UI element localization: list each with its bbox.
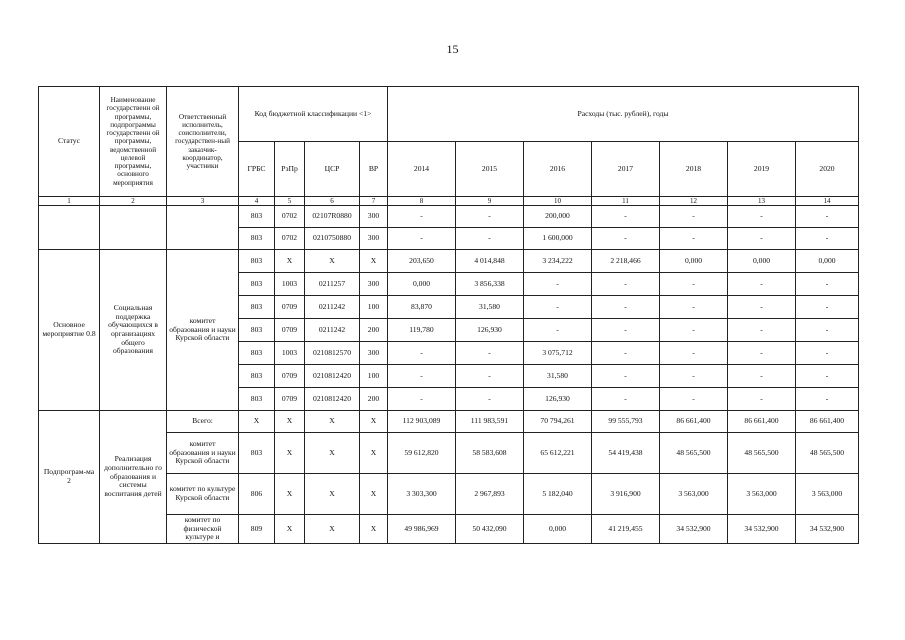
expense-value-cell: 48 565,500 (660, 433, 728, 474)
expense-value-cell: - (524, 296, 592, 319)
header-expenses: Расходы (тыс. рублей), годы (388, 87, 859, 142)
column-number: 14 (796, 197, 859, 206)
program-name-cell (100, 206, 167, 250)
expense-value-cell: 200,000 (524, 206, 592, 228)
vr-cell: Х (360, 474, 388, 515)
rzpr-cell: 1003 (275, 273, 305, 296)
rzpr-cell: 0709 (275, 388, 305, 411)
expense-value-cell: 0,000 (388, 273, 456, 296)
expense-value-cell: - (728, 228, 796, 250)
rzpr-cell: 0709 (275, 296, 305, 319)
expense-value-cell: - (660, 342, 728, 365)
table-row (39, 250, 859, 273)
expense-value-cell: - (388, 388, 456, 411)
expense-value-cell: - (660, 319, 728, 342)
expense-value-cell: 203,650 (388, 250, 456, 273)
rzpr-cell: 0702 (275, 206, 305, 228)
vr-cell: 200 (360, 319, 388, 342)
grbs-cell: 803 (239, 250, 275, 273)
expense-value-cell: - (728, 273, 796, 296)
expense-value-cell: 3 234,222 (524, 250, 592, 273)
expense-value-cell: 86 661,400 (728, 411, 796, 433)
csr-cell: 0211242 (305, 319, 360, 342)
grbs-cell: 803 (239, 296, 275, 319)
expense-value-cell: 34 532,900 (728, 515, 796, 544)
column-number: 7 (360, 197, 388, 206)
rzpr-cell: 0702 (275, 228, 305, 250)
rzpr-cell: 1003 (275, 342, 305, 365)
expense-value-cell: - (728, 342, 796, 365)
program-name-cell: Социальная поддержка обучающихся в организациях общего образования (100, 250, 167, 411)
expense-value-cell: 3 563,000 (728, 474, 796, 515)
expense-value-cell: 31,580 (524, 365, 592, 388)
expense-value-cell: - (728, 206, 796, 228)
expense-value-cell: - (524, 319, 592, 342)
table-row (39, 411, 859, 433)
header-status: Статус (39, 87, 100, 197)
expense-value-cell: 119,780 (388, 319, 456, 342)
expense-value-cell: - (592, 273, 660, 296)
grbs-cell: 803 (239, 273, 275, 296)
expense-value-cell: - (796, 319, 859, 342)
participant-cell: комитет по культуре Курской области (167, 474, 239, 515)
csr-cell: Х (305, 250, 360, 273)
expense-value-cell: 111 983,591 (456, 411, 524, 433)
csr-cell: 0210750880 (305, 228, 360, 250)
expense-value-cell: - (592, 365, 660, 388)
column-number: 2 (100, 197, 167, 206)
grbs-cell: 803 (239, 319, 275, 342)
executor-cell (167, 206, 239, 250)
participant-cell: комитет по физической культуре и (167, 515, 239, 544)
csr-cell: 0210812420 (305, 388, 360, 411)
expense-value-cell: 1 600,000 (524, 228, 592, 250)
csr-cell: 0211257 (305, 273, 360, 296)
csr-cell: 0210812420 (305, 365, 360, 388)
executor-cell: комитет образования и науки Курской области (167, 250, 239, 411)
vr-cell: 300 (360, 342, 388, 365)
expense-value-cell: - (592, 296, 660, 319)
expense-value-cell: - (728, 296, 796, 319)
rzpr-cell: Х (275, 515, 305, 544)
vr-cell: 200 (360, 388, 388, 411)
status-cell: Подпрограм-ма 2 (39, 411, 100, 544)
csr-cell: 02107R0880 (305, 206, 360, 228)
expense-value-cell: 83,870 (388, 296, 456, 319)
grbs-cell: 803 (239, 228, 275, 250)
grbs-cell: 803 (239, 365, 275, 388)
expense-value-cell: - (796, 273, 859, 296)
expense-value-cell: - (660, 388, 728, 411)
vr-cell: Х (360, 515, 388, 544)
expense-value-cell: 3 563,000 (660, 474, 728, 515)
header-grbs: ГРБС (239, 142, 275, 197)
expense-value-cell: - (388, 206, 456, 228)
grbs-cell: 803 (239, 433, 275, 474)
expense-value-cell: - (592, 388, 660, 411)
header-year: 2018 (660, 142, 728, 197)
expense-value-cell: 70 794,261 (524, 411, 592, 433)
header-year: 2019 (728, 142, 796, 197)
expense-value-cell: 31,580 (456, 296, 524, 319)
vr-cell: 300 (360, 206, 388, 228)
header-year: 2016 (524, 142, 592, 197)
grbs-cell: 803 (239, 206, 275, 228)
participant-cell: комитет образования и науки Курской области (167, 433, 239, 474)
expense-value-cell: 126,930 (524, 388, 592, 411)
expense-value-cell: - (456, 206, 524, 228)
expense-value-cell: - (796, 206, 859, 228)
csr-cell: Х (305, 433, 360, 474)
vr-cell: 100 (360, 365, 388, 388)
expense-value-cell: 65 612,221 (524, 433, 592, 474)
expense-value-cell: 3 856,338 (456, 273, 524, 296)
column-number: 10 (524, 197, 592, 206)
expense-value-cell: 2 218,466 (592, 250, 660, 273)
expense-value-cell: - (456, 365, 524, 388)
expense-value-cell: - (388, 228, 456, 250)
grbs-cell: 803 (239, 342, 275, 365)
column-number: 5 (275, 197, 305, 206)
expense-value-cell: - (796, 365, 859, 388)
expense-value-cell: 34 532,900 (660, 515, 728, 544)
expense-value-cell: 0,000 (660, 250, 728, 273)
expense-value-cell: 58 583,608 (456, 433, 524, 474)
column-number: 11 (592, 197, 660, 206)
expense-value-cell: - (456, 342, 524, 365)
vr-cell: Х (360, 411, 388, 433)
expense-value-cell: 34 532,900 (796, 515, 859, 544)
expense-value-cell: - (456, 228, 524, 250)
expense-value-cell: 59 612,820 (388, 433, 456, 474)
column-number: 9 (456, 197, 524, 206)
expense-value-cell: - (796, 388, 859, 411)
expense-value-cell: - (796, 228, 859, 250)
expense-value-cell: 48 565,500 (728, 433, 796, 474)
expense-value-cell: - (592, 206, 660, 228)
expense-value-cell: 126,930 (456, 319, 524, 342)
expense-value-cell: - (728, 319, 796, 342)
expense-value-cell: - (660, 296, 728, 319)
column-number: 3 (167, 197, 239, 206)
rzpr-cell: 0709 (275, 365, 305, 388)
expense-value-cell: 50 432,090 (456, 515, 524, 544)
column-number: 12 (660, 197, 728, 206)
rzpr-cell: Х (275, 411, 305, 433)
grbs-cell: 803 (239, 388, 275, 411)
rzpr-cell: Х (275, 433, 305, 474)
expense-value-cell: - (592, 228, 660, 250)
column-number: 8 (388, 197, 456, 206)
grbs-cell: 809 (239, 515, 275, 544)
program-name-cell: Реализация дополнительно го образования и системы воспитания детей (100, 411, 167, 544)
rzpr-cell: 0709 (275, 319, 305, 342)
expense-value-cell: 3 563,000 (796, 474, 859, 515)
grbs-cell: 806 (239, 474, 275, 515)
vr-cell: 300 (360, 228, 388, 250)
vr-cell: Х (360, 433, 388, 474)
expense-value-cell: - (592, 319, 660, 342)
csr-cell: Х (305, 515, 360, 544)
rzpr-cell: Х (275, 474, 305, 515)
grbs-cell: Х (239, 411, 275, 433)
expense-value-cell: 48 565,500 (796, 433, 859, 474)
header-year: 2014 (388, 142, 456, 197)
header-name: Наименование государственн ой программы, подпрограммы государственн ой программы, ведомственной целевой программы, основного мероприятия (100, 87, 167, 197)
header-year: 2015 (456, 142, 524, 197)
header-vr: ВР (360, 142, 388, 197)
column-number: 13 (728, 197, 796, 206)
column-number: 4 (239, 197, 275, 206)
expense-value-cell: 3 075,712 (524, 342, 592, 365)
expense-value-cell: - (728, 365, 796, 388)
expense-value-cell: - (388, 342, 456, 365)
expense-value-cell: - (728, 388, 796, 411)
budget-table (38, 86, 859, 544)
header-csr: ЦСР (305, 142, 360, 197)
header-rzpr: РзПр (275, 142, 305, 197)
expense-value-cell: 0,000 (728, 250, 796, 273)
header-year: 2017 (592, 142, 660, 197)
csr-cell: Х (305, 411, 360, 433)
expense-value-cell: - (796, 296, 859, 319)
header-budget-code: Код бюджетной классификации <1> (239, 87, 388, 142)
vr-cell: 100 (360, 296, 388, 319)
vr-cell: Х (360, 250, 388, 273)
expense-value-cell: 112 903,089 (388, 411, 456, 433)
header-year: 2020 (796, 142, 859, 197)
expense-value-cell: - (660, 228, 728, 250)
expense-value-cell: - (456, 388, 524, 411)
expense-value-cell: 0,000 (524, 515, 592, 544)
csr-cell: 0211242 (305, 296, 360, 319)
expense-value-cell: 54 419,438 (592, 433, 660, 474)
expense-value-cell: 0,000 (796, 250, 859, 273)
vr-cell: 300 (360, 273, 388, 296)
expense-value-cell: - (592, 342, 660, 365)
rzpr-cell: Х (275, 250, 305, 273)
expense-value-cell: 41 219,455 (592, 515, 660, 544)
participant-cell: Всего: (167, 411, 239, 433)
expense-value-cell: 2 967,893 (456, 474, 524, 515)
header-executor: Ответственный исполнитель, соисполнители, государствен-ный заказчик-координатор, участники (167, 87, 239, 197)
page-number: 15 (446, 42, 459, 56)
status-cell: Основное мероприятие 0.8 (39, 250, 100, 411)
column-number: 6 (305, 197, 360, 206)
csr-cell: 0210812570 (305, 342, 360, 365)
table-row (39, 206, 859, 228)
expense-value-cell: 86 661,400 (660, 411, 728, 433)
expense-value-cell: 3 916,900 (592, 474, 660, 515)
expense-value-cell: 3 303,300 (388, 474, 456, 515)
expense-value-cell: - (796, 342, 859, 365)
column-number: 1 (39, 197, 100, 206)
expense-value-cell: - (660, 206, 728, 228)
expense-value-cell: - (388, 365, 456, 388)
expense-value-cell: - (524, 273, 592, 296)
expense-value-cell: 5 182,040 (524, 474, 592, 515)
expense-value-cell: 4 014,848 (456, 250, 524, 273)
csr-cell: Х (305, 474, 360, 515)
expense-value-cell: - (660, 365, 728, 388)
expense-value-cell: 99 555,793 (592, 411, 660, 433)
expense-value-cell: - (660, 273, 728, 296)
expense-value-cell: 49 986,969 (388, 515, 456, 544)
expense-value-cell: 86 661,400 (796, 411, 859, 433)
status-cell (39, 206, 100, 250)
